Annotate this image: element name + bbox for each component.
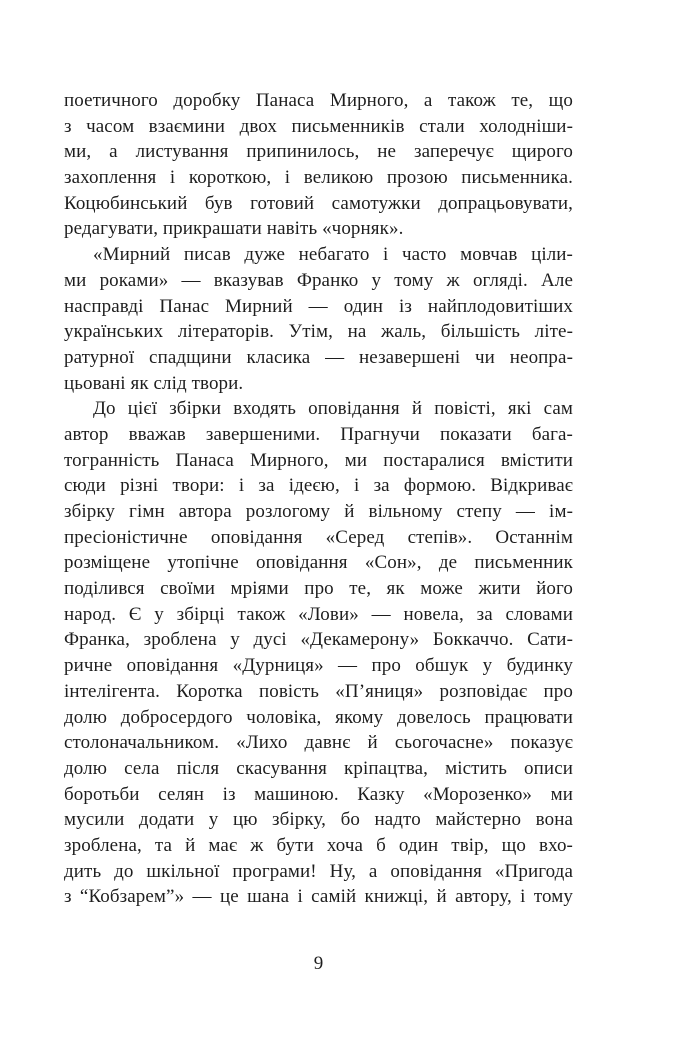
page-number: 9 — [313, 953, 324, 974]
text-line: До цієї збірки входять оповідання й повісті, які сам — [93, 398, 573, 420]
text-line: розміщене утопічне оповідання «Сон», де письменник — [64, 552, 573, 574]
text-line: боротьби селян із машиною. Казку «Морозенко» ми — [64, 783, 573, 805]
text-line: ми роками» — вказував Франко у тому ж огляді. Але — [64, 269, 573, 291]
text-line: збірку гімн автора розлогому й вільному степу — ім- — [64, 501, 573, 522]
text-line: Франка, зроблена у дусі «Декамерону» Боккаччо. Сати- — [64, 629, 573, 651]
text-block — [64, 88, 573, 910]
text-line: зроблена, та й має ж бути хоча б один твір, що вхо- — [64, 834, 573, 856]
text-line: сюди різні твори: і за ідеєю, і за формою. Відкриває — [64, 475, 573, 497]
text-line: цьовані як слід твори. — [64, 372, 244, 394]
text-line: насправді Панас Мирний — один із найплодовитіших — [64, 295, 573, 317]
text-line: дить до шкільної програми! Ну, а оповідання «Пригода — [64, 860, 573, 882]
text-line: з часом взаємини двох письменників стали холодніши- — [64, 115, 573, 137]
paragraph — [64, 242, 573, 396]
text-line: долю села після скасування кріпацтва, містить описи — [64, 757, 573, 779]
text-line: столоначальником. «Лихо давнє й сьогочасне» показує — [64, 732, 573, 754]
text-line: мусили додати у цю збірку, бо надто майстерно вона — [64, 809, 573, 831]
text-line: пресіоністичне оповідання «Серед степів». Останнім — [64, 526, 573, 548]
text-line: ми, а листування припинилось, не заперечує щирого — [64, 141, 573, 163]
text-line: «Мирний писав дуже небагато і часто мовчав ціли- — [93, 244, 573, 266]
paragraph — [64, 88, 573, 242]
text-line: автор вважав завершеними. Прагнучи показати бага- — [64, 423, 573, 445]
text-line: тогранність Панаса Мирного, ми постаралися вмістити — [64, 449, 573, 471]
text-line: ричне оповідання «Дурниця» — про обшук у будинку — [64, 655, 573, 677]
text-line: поетичного доробку Панаса Мирного, а також те, що — [64, 90, 573, 111]
paragraph — [64, 396, 573, 910]
text-line: захоплення і короткою, і великою прозою письменника. — [64, 167, 573, 189]
text-line: поділився своїми мріями про те, як може жити його — [64, 578, 573, 600]
text-line: долю добросердого чоловіка, якому довелось працювати — [64, 706, 573, 728]
text-line: з “Кобзарем”» — це шана і самій книжці, й автору, і тому — [64, 886, 573, 908]
text-line: ратурної спадщини класика — незавершені чи неопра- — [64, 346, 573, 368]
text-line: Коцюбинський був готовий самотужки допрацьовувати, — [64, 192, 573, 214]
text-line: інтелігента. Коротка повість «П’яниця» розповідає про — [64, 680, 573, 702]
text-line: українських літераторів. Утім, на жаль, більшість літе- — [64, 321, 573, 343]
text-line: редагувати, прикрашати навіть «чорняк». — [64, 218, 404, 240]
text-line: народ. Є у збірці також «Лови» — новела, за словами — [64, 603, 573, 625]
